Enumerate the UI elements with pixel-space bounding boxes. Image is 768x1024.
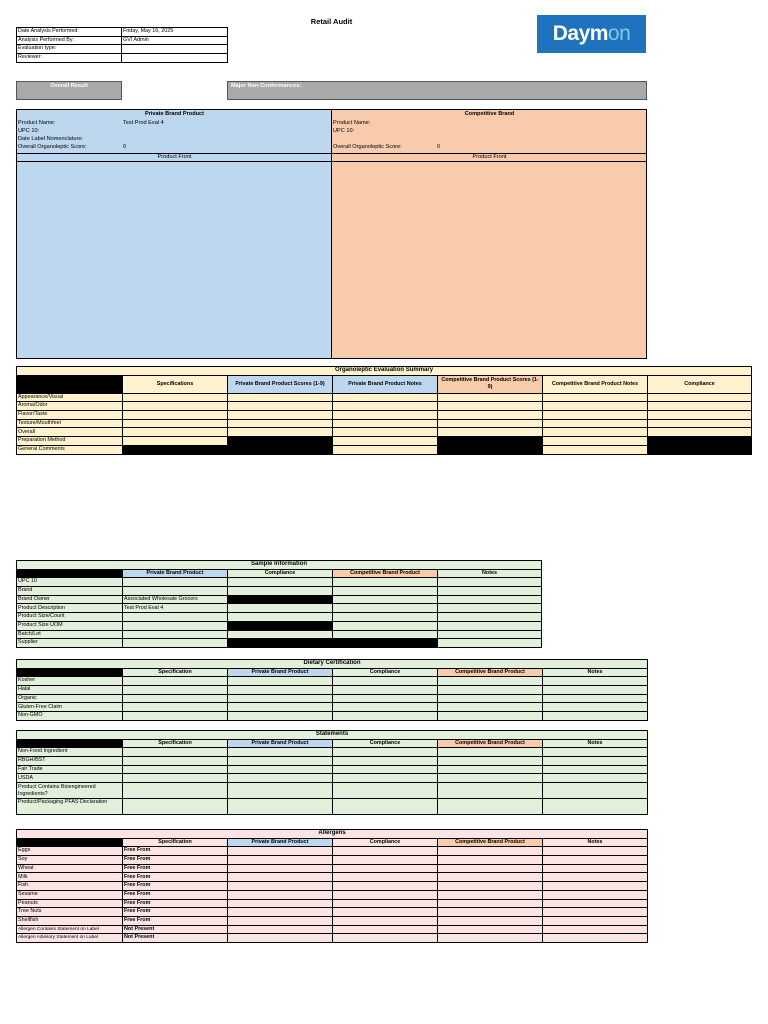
table-row: RBGH/BST [17,757,648,766]
table-row: Appearance/Visual [17,393,752,402]
table-row: Gluten-Free Claim [17,703,648,712]
info-label: Analysis Performed By: [17,36,122,45]
info-value[interactable]: GVI Admin [122,36,228,45]
header-compliance: Compliance [333,838,438,847]
header-compliance: Compliance [333,739,438,748]
pb-product-front-label: Product Front [17,153,331,162]
info-value[interactable] [122,45,228,54]
header-cb-notes: Competitive Brand Product Notes [543,375,648,393]
page-title: Retail Audit [310,17,353,26]
header-notes: Notes [543,668,648,677]
organoleptic-title: Organoleptic Evaluation Summary [17,367,752,376]
header-compliance: Compliance [648,375,752,393]
table-row: Product Size UOM [17,621,542,630]
info-label: Date Analysis Performed: [17,28,122,37]
pb-product-front-image-area[interactable] [17,162,331,358]
table-row: Soy Free From [17,856,648,865]
daymon-logo: Daymon [537,15,646,53]
info-table [16,27,228,63]
header-pb-notes: Private Brand Product Notes [333,375,438,393]
cb-product-front-label: Product Front [332,153,646,162]
table-row: Tree Nuts Free From [17,908,648,917]
sample-information-table [16,560,542,648]
table-row: Brand [17,587,542,596]
table-row: Product Description Test Prod Eval 4 [17,604,542,613]
pb-score-label: Overall Organoleptic Score: [18,144,87,150]
table-row: Non-GMO [17,712,648,721]
header-competitive-brand: Competitive Brand Product [333,569,438,578]
sample-title: Sample Information [17,561,542,570]
competitive-brand-panel [331,109,647,359]
header-specifications: Specifications [123,375,228,393]
organoleptic-header-blank [17,375,123,393]
table-row: Overall [17,428,752,437]
header-competitive-brand: Competitive Brand Product [438,739,543,748]
pb-score: 0 [123,144,127,150]
table-row: Fair Trade [17,765,648,774]
pb-product-name-label: Product Name: [18,120,56,126]
header-specification: Specification [123,739,228,748]
statements-title: Statements [17,731,648,740]
table-row: UPC 10 [17,578,542,587]
table-row: Allergen Advisory Statement on Label Not Present [17,934,648,943]
table-row: Shellfish Free From [17,916,648,925]
allergens-table [16,829,648,943]
table-row: Organic [17,694,648,703]
table-row: Product Contains Bioengineered Ingredients? [17,783,648,799]
overall-result-bar: Overall Result [16,81,122,100]
competitive-brand-heading: Competitive Brand [464,111,515,117]
pb-upc-label: UPC 10: [18,128,40,134]
table-row: Allergen Contains Statement on Label Not Present [17,925,648,934]
table-row: Fish Free From [17,882,648,891]
cb-upc-label: UPC 10: [333,128,355,134]
table-row: Supplier [17,639,542,648]
dietary-certification-table [16,659,648,721]
private-brand-heading: Private Brand Product [144,111,205,117]
table-row: Non-Food Ingredient [17,748,648,757]
dietary-title: Dietary Certification [17,660,648,669]
header-notes: Notes [438,569,542,578]
table-row: Preparation Method [17,437,752,446]
header-specification: Specification [123,838,228,847]
private-brand-panel [16,109,332,359]
table-row: Eggs Free From [17,847,648,856]
table-row: General Comments [17,445,752,454]
table-row: Halal [17,686,648,695]
organoleptic-table [16,366,752,455]
table-row: Aroma/Odor [17,402,752,411]
info-value[interactable]: Friday, May 16, 2025 [122,28,228,37]
info-label: Evaluation type: [17,45,122,54]
allergens-title: Allergens [17,830,648,839]
cb-score: 0 [437,144,441,150]
info-label: Reviewer: [17,54,122,63]
header-specification: Specification [123,668,228,677]
pb-product-name: Test Prod Eval 4 [123,120,164,126]
header-notes: Notes [543,739,648,748]
table-row: Product Size/Count [17,613,542,622]
header-pb-scores: Private Brand Product Scores (1-9) [228,375,333,393]
header-private-brand: Private Brand Product [123,569,228,578]
header-private-brand: Private Brand Product [228,668,333,677]
table-row: USDA [17,774,648,783]
statements-table [16,730,648,815]
table-row: Kosher [17,677,648,686]
table-row: Brand Owner Associated Wholesale Grocers [17,595,542,604]
cb-score-label: Overall Organoleptic Score: [333,144,402,150]
table-row: Flavor/Taste [17,411,752,420]
table-row: Sesame Free From [17,890,648,899]
table-row: Milk Free From [17,873,648,882]
pb-date-label: Date Label Nomenclature: [18,136,83,142]
header-compliance: Compliance [228,569,333,578]
header-private-brand: Private Brand Product [228,739,333,748]
header-competitive-brand: Competitive Brand Product [438,838,543,847]
table-row: Batch/Lot [17,630,542,639]
table-row: Wheat Free From [17,864,648,873]
info-value[interactable] [122,54,228,63]
header-cb-scores: Competitive Brand Product Scores (1-9) [438,375,543,393]
table-row: Product/Packaging PFAS Declaration [17,799,648,815]
table-row: Texture/Mouthfeel [17,419,752,428]
header-compliance: Compliance [333,668,438,677]
header-notes: Notes [543,838,648,847]
cb-product-front-image-area[interactable] [332,162,646,358]
table-row: Peanuts Free From [17,899,648,908]
cb-product-name-label: Product Name: [333,120,371,126]
header-competitive-brand: Competitive Brand Product [438,668,543,677]
header-private-brand: Private Brand Product [228,838,333,847]
major-nonconformances-bar: Major Non-Conformances: [227,81,647,100]
